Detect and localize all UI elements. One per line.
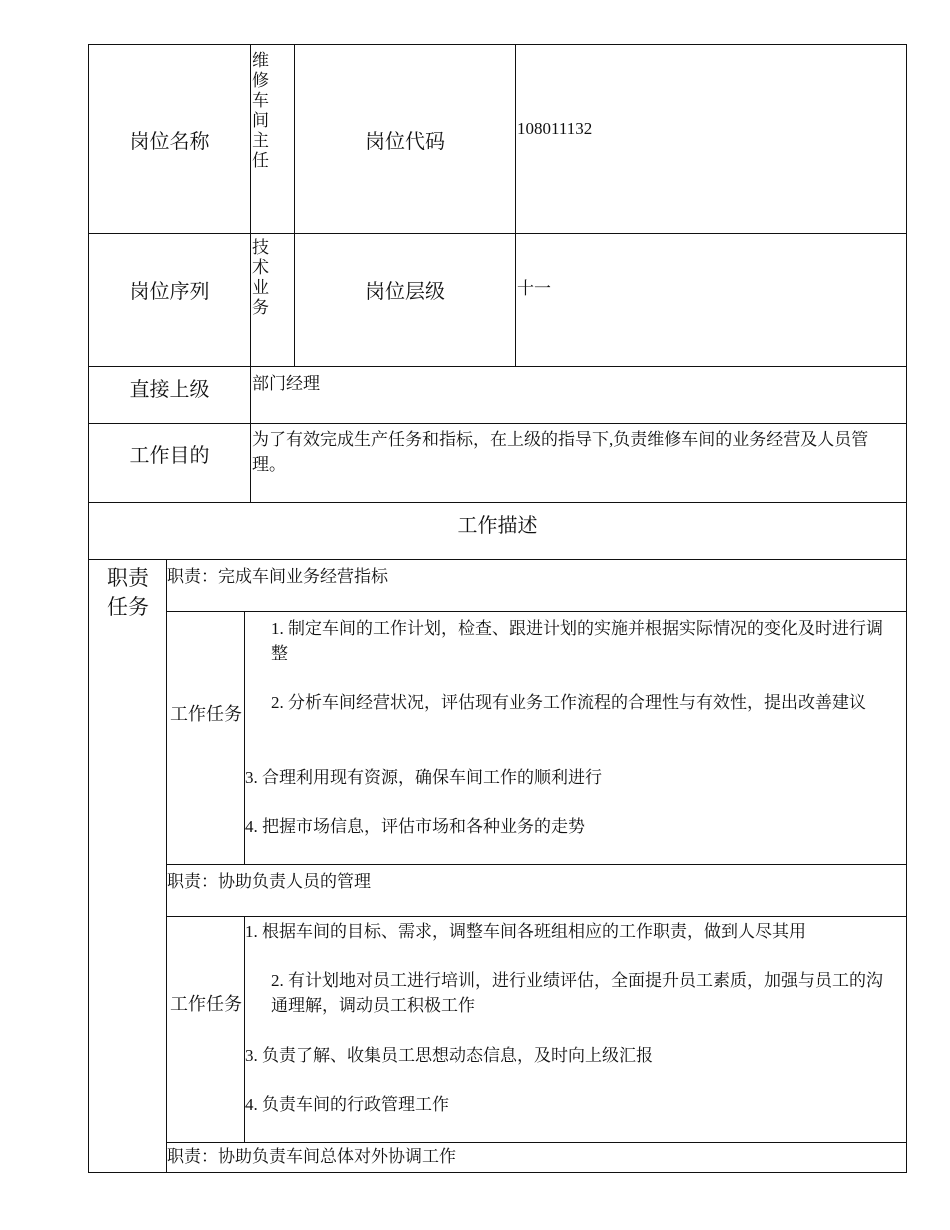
post-level-value-cell [515, 233, 907, 367]
supervisor-value-cell [250, 366, 907, 424]
post-name-value: 维修车间主任 [252, 51, 269, 170]
duty-3-title-cell [166, 1142, 907, 1173]
duty-1-task-1: 1. 制定车间的工作计划，检查、跟进计划的实施并根据实际情况的变化及时进行调整 [271, 619, 883, 663]
supervisor-label-cell [88, 366, 251, 424]
duty-3-title: 职责：协助负责车间总体对外协调工作 [167, 1147, 456, 1166]
post-series-label: 岗位序列 [129, 280, 210, 303]
duties-label: 职责任务 [107, 566, 149, 619]
supervisor-value: 部门经理 [252, 374, 320, 393]
duty-1-tasks-cell [244, 611, 907, 865]
duty-1-task-label: 工作任务 [170, 704, 242, 724]
post-code-value: 108011132 [517, 119, 593, 138]
post-series-label-cell [88, 233, 251, 367]
post-level-label: 岗位层级 [365, 280, 445, 303]
purpose-label-cell [88, 423, 251, 503]
post-code-value-cell [515, 44, 907, 234]
duty-2-task-label: 工作任务 [170, 994, 242, 1014]
duty-1-title: 职责：完成车间业务经营指标 [167, 567, 388, 586]
post-series-value: 技术业务 [252, 238, 269, 317]
supervisor-label: 直接上级 [129, 379, 210, 401]
duty-2-task-label-cell [166, 916, 245, 1143]
duties-label-cell [88, 559, 167, 1173]
duty-2-task-3: 3. 负责了解、收集员工思想动态信息，及时向上级汇报 [245, 1046, 653, 1065]
purpose-value: 为了有效完成生产任务和指标，在上级的指导下,负责维修车间的业务经营及人员管理。 [252, 430, 869, 474]
duty-1-task-3: 3. 合理利用现有资源，确保车间工作的顺利进行 [245, 768, 602, 787]
duty-2-task-2: 2. 有计划地对员工进行培训，进行业绩评估，全面提升员工素质，加强与员工的沟通理解，调动员工积极工作 [271, 971, 883, 1015]
post-code-label: 岗位代码 [365, 130, 445, 153]
duty-1-title-cell [166, 559, 907, 612]
post-name-label-cell [88, 44, 251, 234]
post-level-value: 十一 [517, 279, 551, 298]
duty-2-task-4: 4. 负责车间的行政管理工作 [245, 1095, 449, 1114]
duty-1-task-4: 4. 把握市场信息，评估市场和各种业务的走势 [245, 817, 585, 836]
duty-1-task-2: 2. 分析车间经营状况，评估现有业务工作流程的合理性与有效性，提出改善建议 [271, 693, 866, 712]
section-title: 工作描述 [457, 515, 538, 537]
post-name-value-cell [250, 44, 295, 234]
post-level-label-cell [294, 233, 516, 367]
duty-1-task-label-cell [166, 611, 245, 865]
duty-2-tasks-cell [244, 916, 907, 1143]
post-name-label: 岗位名称 [129, 130, 210, 153]
section-title-cell [88, 502, 907, 560]
duty-2-task-1: 1. 根据车间的目标、需求，调整车间各班组相应的工作职责，做到人尽其用 [245, 922, 806, 941]
purpose-label: 工作目的 [129, 445, 210, 467]
post-series-value-cell [250, 233, 295, 367]
duty-2-title: 职责：协助负责人员的管理 [167, 872, 371, 891]
duty-2-title-cell [166, 864, 907, 917]
purpose-value-cell [250, 423, 907, 503]
post-code-label-cell [294, 44, 516, 234]
